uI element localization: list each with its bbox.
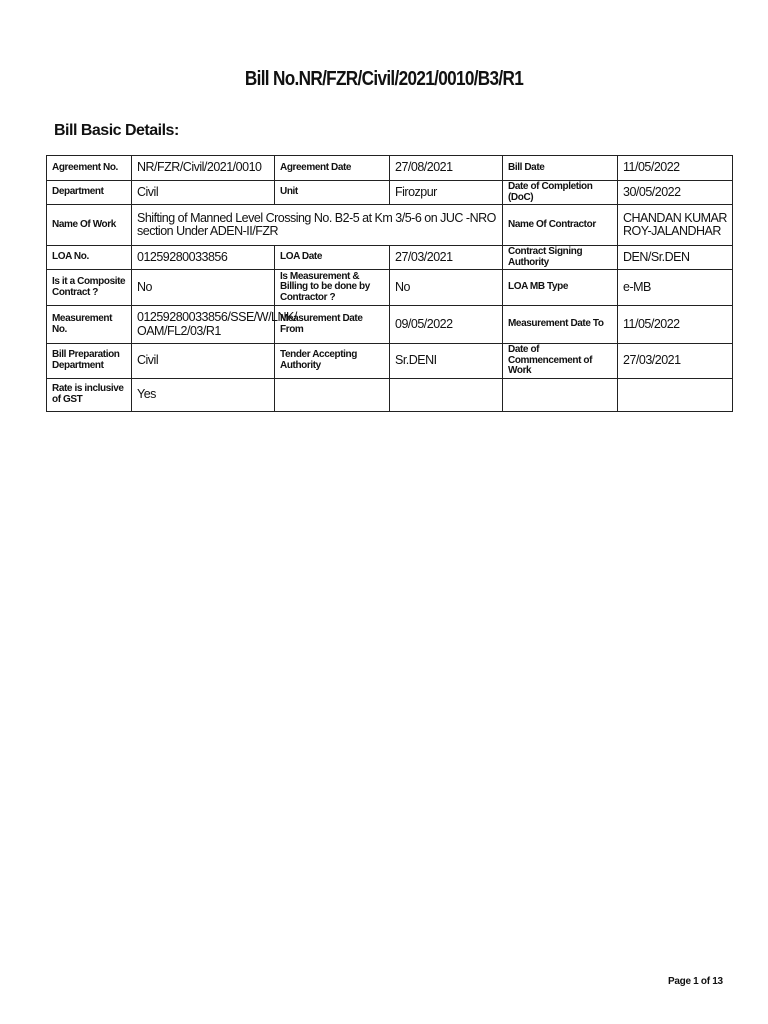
name-of-work-value: Shifting of Manned Level Crossing No. B2-5 at Km 3/5-6 on JUC -NRO section Under ADEN-II/FZR [132, 205, 503, 246]
measurement-date-from-value: 09/05/2022 [390, 306, 503, 344]
bill-prep-department-label: Bill Preparation Department [47, 344, 132, 379]
name-of-work-label: Name Of Work [47, 205, 132, 246]
loa-date-label: LOA Date [275, 246, 390, 270]
completion-date-label: Date of Completion (DoC) [503, 181, 618, 205]
measurement-date-to-label: Measurement Date To [503, 306, 618, 344]
tender-authority-label: Tender Accepting Authority [275, 344, 390, 379]
loa-no-value: 01259280033856 [132, 246, 275, 270]
signing-authority-value: DEN/Sr.DEN [618, 246, 733, 270]
agreement-date-label: Agreement Date [275, 156, 390, 181]
composite-contract-value: No [132, 270, 275, 306]
measurement-date-to-value: 11/05/2022 [618, 306, 733, 344]
loa-mb-type-label: LOA MB Type [503, 270, 618, 306]
commencement-date-value: 27/03/2021 [618, 344, 733, 379]
table-row [47, 344, 733, 379]
section-heading: Bill Basic Details: [54, 122, 179, 139]
measurement-by-contractor-value: No [390, 270, 503, 306]
loa-date-value: 27/03/2021 [390, 246, 503, 270]
empty-cell [275, 378, 390, 411]
department-value: Civil [132, 181, 275, 205]
empty-cell [503, 378, 618, 411]
table-row [47, 181, 733, 205]
table-row [47, 205, 733, 246]
loa-mb-type-value: e-MB [618, 270, 733, 306]
bill-date-label: Bill Date [503, 156, 618, 181]
completion-date-value: 30/05/2022 [618, 181, 733, 205]
loa-no-label: LOA No. [47, 246, 132, 270]
table-row [47, 246, 733, 270]
table-row [47, 270, 733, 306]
bill-details-table [46, 155, 733, 412]
bill-title: Bill No.NR/FZR/Civil/2021/0010/B3/R1 [244, 68, 524, 90]
agreement-no-label: Agreement No. [47, 156, 132, 181]
table-row [47, 156, 733, 181]
bill-prep-department-value: Civil [132, 344, 275, 379]
agreement-date-value: 27/08/2021 [390, 156, 503, 181]
signing-authority-label: Contract Signing Authority [503, 246, 618, 270]
gst-inclusive-label: Rate is inclusive of GST [47, 378, 132, 411]
unit-label: Unit [275, 181, 390, 205]
measurement-no-label: Measurement No. [47, 306, 132, 344]
composite-contract-label: Is it a Composite Contract ? [47, 270, 132, 306]
agreement-no-value: NR/FZR/Civil/2021/0010 [132, 156, 275, 181]
tender-authority-value: Sr.DENI [390, 344, 503, 379]
empty-cell [618, 378, 733, 411]
measurement-no-value: 01259280033856/SSE/W/LNK/ OAM/FL2/03/R1 [132, 306, 275, 344]
measurement-date-from-label: Measurement Date From [275, 306, 390, 344]
commencement-date-label: Date of Commencement of Work [503, 344, 618, 379]
contractor-label: Name Of Contractor [503, 205, 618, 246]
bill-date-value: 11/05/2022 [618, 156, 733, 181]
department-label: Department [47, 181, 132, 205]
unit-value: Firozpur [390, 181, 503, 205]
gst-inclusive-value: Yes [132, 378, 275, 411]
table-row [47, 306, 733, 344]
measurement-by-contractor-label: Is Measurement & Billing to be done by Contractor ? [275, 270, 390, 306]
contractor-value: CHANDAN KUMAR ROY-JALANDHAR [618, 205, 733, 246]
page-number: Page 1 of 13 [668, 976, 723, 987]
empty-cell [390, 378, 503, 411]
table-row [47, 378, 733, 411]
